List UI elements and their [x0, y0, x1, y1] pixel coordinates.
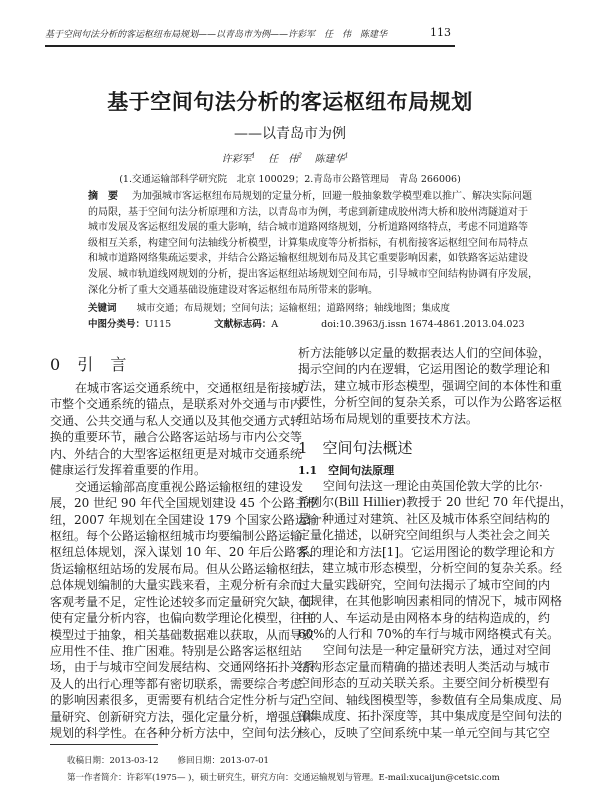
doc-code-label: 文献标志码：: [214, 319, 272, 330]
classification-line: [88, 316, 545, 330]
abstract-line: 城市发展及客运枢纽发展的重大影响，结合城市道路网络规划，分析道路网络特点，考虑不同道路等: [88, 222, 528, 234]
paper-title: 基于空间句法分析的客运枢纽布局规划: [107, 89, 473, 114]
paragraph-line: 纽站场布局规划的重要技术方法。: [298, 411, 479, 426]
clc-label: 中图分类号：: [88, 319, 146, 330]
paragraph-line: 枢纽总体规划，深入谋划 10 年、20 年后公路客、: [50, 545, 320, 560]
author-list: [0, 150, 570, 165]
footnote-dates: [67, 754, 269, 766]
doc-code: A: [271, 319, 279, 330]
paragraph-line: 内、外结合的大型客运枢纽更是对城市交通系统: [50, 446, 303, 461]
left-column: [50, 380, 320, 742]
paragraph-line: 中的人、车运动是由网格本身的结构造成的，约: [298, 610, 551, 625]
paragraph-line: 枢纽。每个公路运输枢纽城市均要编制公路运输: [50, 528, 303, 543]
received-date: 收稿日期：2013-03-12: [67, 756, 159, 766]
paragraph-line: 是一种通过对建筑、社区及城市体系空间结构的: [298, 511, 551, 526]
abstract-line: 级相互关系，构建空间句法轴线分析模型，计算集成度等分析指标，有机衔接客运枢纽空间布局特点: [88, 237, 528, 249]
paragraph-line: 客观考量不足，定性论述较多而定量研究欠缺，即: [50, 594, 315, 609]
paragraph-line: 交通运输部高度重视公路运输枢纽的建设发: [75, 479, 304, 494]
affiliation: (1.交通运输部科学研究院 北京 100029；2.青岛市公路管理局 青岛 266006): [119, 174, 461, 185]
paragraph-line: 空间句法这一理论由英国伦敦大学的比尔·: [323, 479, 543, 493]
abstract: [88, 189, 538, 298]
paragraph-line: 核心，反映了空间系统中某一单元空间与其它空: [298, 725, 551, 740]
paragraph-line: 部集成度、拓扑深度等，其中集成度是空间句法的: [298, 709, 563, 724]
abstract-text: 为加强城市客运枢纽布局规划的定量分析，回避一般抽象数学模型难以推广、解决实际问题: [132, 191, 532, 202]
paragraph-line: 换的重要环节，融合公路客运站场与市内公交等: [50, 430, 303, 445]
paragraph-line: 要性，分析空间的复杂关系，可以作为公路客运枢: [298, 395, 563, 410]
author-name: 许彩军: [221, 154, 252, 165]
keywords-label: 关键词: [88, 303, 117, 314]
paragraph-line: 市整个交通系统的锚点，是联系对外交通与市内: [50, 397, 303, 412]
paragraph-line: 总体规划编制的大量实践来看，主观分析有余而: [50, 578, 303, 593]
paragraph-line: 在规律，在其他影响因素相同的情况下，城市网格: [298, 594, 563, 609]
section-heading-introduction: 0 引 言: [50, 355, 133, 374]
running-header: 基于空间句法分析的客运枢纽布局规划——以青岛市为例——许彩军 任 伟 陈建华: [45, 30, 388, 40]
abstract-line: [88, 189, 532, 205]
paragraph-line: 方法，建立城市形态模型，强调空间的本体性和重: [298, 378, 563, 393]
abstract-line: 的局限，基于空间句法分析原理和方法，以青岛市为例，考虑到新建成胶州湾大桥和胶州湾隧道对于: [88, 206, 528, 218]
paragraph-line: 空间句法是一种定量研究方法，通过对空间: [323, 643, 552, 658]
footnote-rule: [50, 744, 158, 745]
author-affiliation-mark: 1: [344, 152, 349, 160]
paragraph-line: 结构形态定量而精确的描述表明人类活动与城市: [298, 659, 551, 674]
paragraph-line: 使有定量分析内容，也偏向数学理论化模型，往往: [50, 611, 315, 626]
paragraph-line: 健康运行发挥着重要的作用。: [50, 463, 207, 478]
paragraph-line: 应用性不佳、推广困难。特别是公路客运枢纽站: [50, 644, 303, 658]
paragraph-line: 在城市客运交通系统中，交通枢纽是衔接城: [75, 381, 304, 395]
right-column-body: [298, 478, 572, 741]
doi: doi:10.3963/j.issn 1674-4861.2013.04.023: [321, 319, 525, 330]
paragraph-line: 系的理论和方法[1]。它运用图论的数学理论和方: [298, 544, 555, 559]
right-column-intro: [298, 345, 563, 427]
paragraph-line: 及人的出行心理等都有密切联系，需要综合考虑: [50, 676, 303, 691]
paragraph-line: 揭示空间的内在逻辑，它运用图论的数学理论和: [298, 362, 551, 377]
paragraph-line: 纽，2007 年规划在全国建设 179 个国家公路运输: [50, 512, 319, 527]
abstract-line: 发展、城市轨道线网规划的分析，提出客运枢纽站场规划空间布局，引导城市空间结构协调有序发展，: [88, 268, 538, 280]
paragraph-line: 货运输枢纽站场的发展布局。但从公路运输枢纽: [50, 561, 303, 576]
paragraph-line: 的影响因素很多，更需要有机结合定性分析与定: [50, 693, 303, 708]
paragraph-line: 展，20 世纪 90 年代全国规划建设 45 个公路主枢: [50, 496, 319, 511]
abstract-label: 摘 要: [88, 191, 118, 202]
paragraph-line: 定量化描述，以研究空间组织与人类社会之间关: [298, 528, 551, 543]
section-heading-space-syntax: 1 空间句法概述: [298, 439, 413, 457]
author-name: 任 伟: [268, 154, 299, 165]
paragraph-line: 析方法能够以定量的数据表达人们的空间体验，: [298, 346, 551, 360]
keywords: [88, 300, 470, 314]
subsection-heading: 1.1 空间句法原理: [298, 464, 395, 477]
paragraph-line: 凸空间、轴线图模型等，参数值有全局集成度、局: [298, 692, 563, 707]
abstract-line: 深化分析了重大交通基础设施建设对客运枢纽布局所带来的影响。: [88, 284, 378, 296]
author-name: 陈建华: [314, 154, 345, 165]
paragraph-line: 量研究、创新研究方法，强化定量分析，增强总体: [50, 709, 315, 724]
paragraph-line: 规划的科学性。在各种分析方法中，空间句法分: [50, 726, 303, 741]
paragraph-line: 希列尔(Bill Hillier)教授于 20 世纪 70 年代提出，: [298, 495, 572, 510]
paragraph-line: 法，建立城市形态模型，分析空间的复杂关系。经: [298, 561, 563, 576]
abstract-line: 和城市道路网络集疏运要求，并结合公路运输枢纽规划布局及其它重要影响因素，如铁路客运站建设: [88, 253, 528, 265]
revised-date: 修回日期：2013-07-01: [177, 756, 269, 766]
author-affiliation-mark: 2: [298, 152, 302, 160]
paragraph-line: 60%的人行和 70%的车行与城市网络模式有关。: [298, 626, 560, 641]
paragraph-line: 过大量实践研究，空间句法揭示了城市空间的内: [298, 577, 551, 592]
page-number: 113: [430, 26, 451, 39]
paragraph-line: 空间形态的互动关联关系。主要空间分析模型有: [298, 676, 551, 691]
footnote-author-bio: 第一作者简介：许彩军(1975— )，硕士研究生，研究方向：交通运输规划与管理。E-mail:xucaijun@cetsic.com: [67, 773, 500, 783]
clc-code: U115: [145, 319, 172, 330]
header-rule: [45, 45, 455, 47]
paragraph-line: 场，由于与城市空间发展结构、交通网络拓扑关系: [50, 660, 315, 675]
paragraph-line: 模型过于抽象，相关基础数据难以获取，从而导致: [50, 627, 315, 642]
paper-subtitle: ——以青岛市为例: [234, 126, 346, 142]
author-affiliation-mark: 1: [251, 152, 256, 160]
paragraph-line: 交通、公共交通与私人交通以及其他交通方式转: [50, 413, 303, 428]
keywords-text: 城市交通；布局规划；空间句法；运输枢纽；道路网络；轴线地图；集成度: [136, 303, 451, 314]
